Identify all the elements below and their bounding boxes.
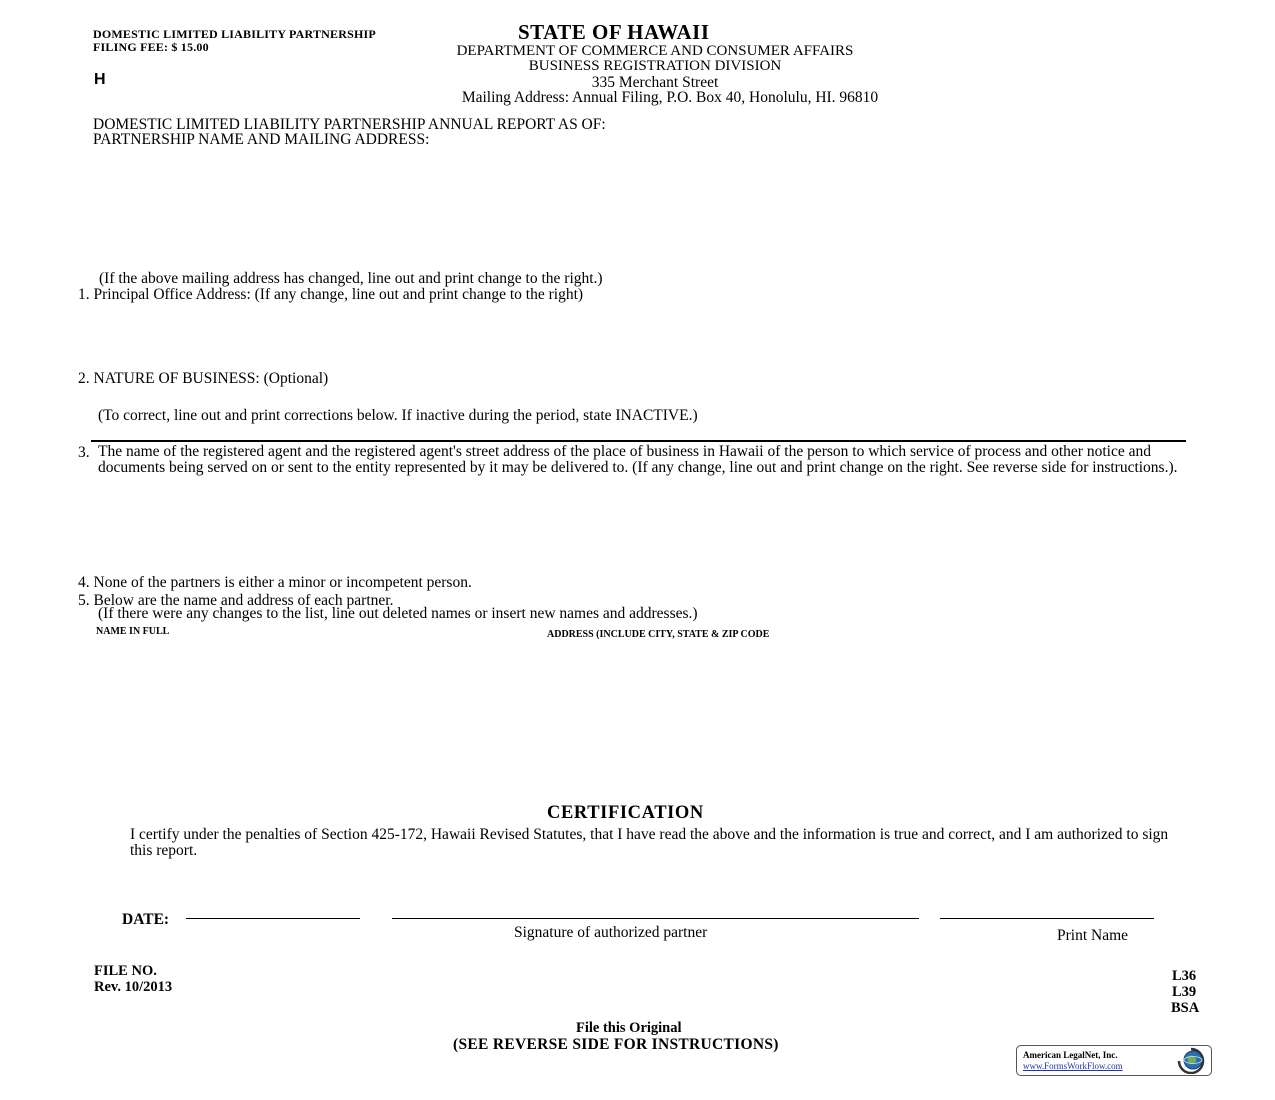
name-column-header: NAME IN FULL bbox=[96, 626, 170, 637]
partners-statement: 4. None of the partners is either a minor or incompetent person. bbox=[78, 574, 472, 591]
section-divider bbox=[91, 440, 1186, 442]
principal-office-label: 1. Principal Office Address: (If any change, line out and print change to the right) bbox=[78, 286, 584, 303]
signature-line[interactable] bbox=[392, 918, 919, 919]
report-title: DOMESTIC LIMITED LIABILITY PARTNERSHIP ANNUAL REPORT AS OF: bbox=[93, 116, 606, 133]
form-code-l39: L39 bbox=[1172, 984, 1197, 1000]
partnership-name-label: PARTNERSHIP NAME AND MAILING ADDRESS: bbox=[93, 131, 430, 148]
form-code-l36: L36 bbox=[1172, 968, 1197, 984]
print-name-line[interactable] bbox=[940, 918, 1154, 919]
code-letter: H bbox=[94, 71, 106, 88]
file-no-label: FILE NO. bbox=[94, 963, 157, 979]
certification-text: I certify under the penalties of Section 425-172, Hawaii Revised Statutes, that I have read the above and the information is true and correct, and I am authorized to sign this report. bbox=[130, 826, 1169, 859]
nature-of-business-label: 2. NATURE OF BUSINESS: (Optional) bbox=[78, 370, 329, 387]
revision-label: Rev. 10/2013 bbox=[94, 979, 173, 995]
mailing-address: Mailing Address: Annual Filing, P.O. Box 40, Honolulu, HI. 96810 bbox=[461, 89, 879, 106]
nature-of-business-note: (To correct, line out and print corrections below. If inactive during the period, state INACTIVE.) bbox=[98, 407, 698, 424]
item3-number: 3. bbox=[78, 444, 90, 461]
american-legalnet-logo[interactable] bbox=[1016, 1045, 1212, 1076]
division-name: BUSINESS REGISTRATION DIVISION bbox=[528, 58, 782, 74]
filing-fee-label: FILING FEE: $ 15.00 bbox=[93, 40, 209, 54]
registered-agent-text: The name of the registered agent and the registered agent's street address of the place of business in Hawaii of the person to which service of process and other notice and documents being served on or sent to the entity represented by it may be delivered to. (If any change, line out and print change on the right. See reverse side for instructions.). bbox=[98, 443, 1178, 476]
logo-url-link[interactable]: www.FormsWorkFlow.com bbox=[1023, 1061, 1123, 1071]
state-title: STATE OF HAWAII bbox=[518, 20, 710, 44]
department-name: DEPARTMENT OF COMMERCE AND CONSUMER AFFAIRS bbox=[456, 43, 854, 59]
form-type-label: DOMESTIC LIMITED LIABILITY PARTNERSHIP bbox=[93, 27, 376, 41]
address-column-header: ADDRESS (INCLUDE CITY, STATE & ZIP CODE bbox=[547, 629, 770, 640]
logo-company-name: American LegalNet, Inc. bbox=[1023, 1050, 1118, 1060]
form-code-bsa: BSA bbox=[1171, 1000, 1200, 1016]
partners-list-label: 5. Below are the name and address of each partner. bbox=[78, 592, 394, 609]
street-address: 335 Merchant Street bbox=[591, 74, 719, 91]
date-line[interactable] bbox=[186, 918, 360, 919]
mailing-change-note: (If the above mailing address has changed, line out and print change to the right.) bbox=[99, 270, 603, 287]
partners-list-note: (If there were any changes to the list, line out deleted names or insert new names and addresses.) bbox=[98, 605, 698, 622]
globe-icon bbox=[1173, 1047, 1209, 1079]
signature-label: Signature of authorized partner bbox=[514, 924, 708, 941]
print-name-label: Print Name bbox=[1057, 927, 1129, 944]
date-label: DATE: bbox=[122, 911, 170, 928]
file-original-note: File this Original bbox=[576, 1020, 682, 1036]
see-reverse-note: (SEE REVERSE SIDE FOR INSTRUCTIONS) bbox=[453, 1036, 779, 1053]
certification-title: CERTIFICATION bbox=[547, 803, 704, 823]
